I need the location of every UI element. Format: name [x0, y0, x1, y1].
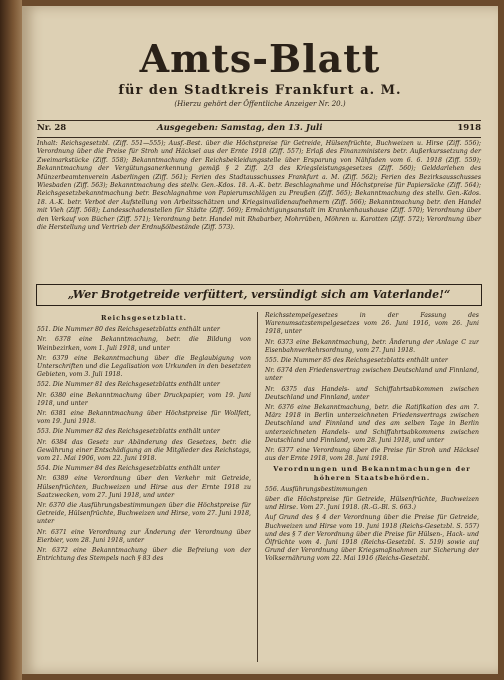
masthead-subtitle: für den Stadtkreis Frankfurt a. M. — [118, 83, 402, 98]
paragraph: 553. Die Nummer 82 des Reichsgesetzblatts enthält unter — [37, 428, 220, 436]
issue-year: 1918 — [457, 123, 481, 133]
paragraph: Nr. 6381 eine Bekanntmachung über Höchstpreise für Wollfett, vom 19. Juni 1918. — [37, 410, 251, 426]
paragraph: 556. Ausführungsbestimmungen — [265, 485, 368, 493]
paragraph: 551. Die Nummer 80 des Reichsgesetzblatts enthält unter — [37, 326, 220, 334]
paragraph: Nr. 6380 eine Bekanntmachung über Druckpapier, vom 19. Juni 1918, und unter — [37, 391, 251, 407]
slogan-box: „Wer Brotgetreide verfüttert, versündigt sich am Vaterlande!“ — [36, 284, 482, 306]
paragraph: Nr. 6370 die Ausführungsbestimmungen über die Höchstpreise für Getreide, Hülsenfrüchte, Buchweizen und Hirse, vom 27. Juni 1918, unter — [37, 502, 251, 526]
masthead-note: (Hierzu gehört der Öffentliche Anzeiger Nr. 20.) — [174, 100, 346, 108]
paragraph: 552. Die Nummer 81 des Reichsgesetzblatts enthält unter — [37, 381, 220, 389]
paragraph: über die Höchstpreise für Getreide, Hülsenfrüchte, Buchweizen und Hirse. Vom 27. Juni 1918. (R.-G.-Bl. S. 663.) — [265, 496, 479, 512]
issue-date: Ausgegeben: Samstag, den 13. Juli — [157, 123, 323, 133]
column-divider — [257, 312, 258, 662]
issue-line — [37, 120, 481, 138]
paragraph: Nr. 6372 eine Bekanntmachung über die Befreiung von der Entrichtung des Stempels nach § 83 des — [37, 547, 251, 563]
paragraph: Reichsstempelgesetzes in der Fassung des Warenumsatzstempelgesetzes vom 26. Juni 1916, vom 26. Juni 1918, unter — [265, 312, 479, 336]
section-heading: Verordnungen und Bekanntmachungen der höheren Staatsbehörden. — [273, 465, 471, 482]
book-spine — [0, 0, 22, 680]
right-column — [265, 312, 479, 668]
paragraph: Nr. 6373 eine Bekanntmachung, betr. Änderung der Anlage C zur Eisenbahnverkehrsordnung, vom 27. Juni 1918. — [265, 338, 479, 354]
paragraph: Nr. 6376 eine Bekanntmachung, betr. die Ratifikation des am 7. März 1918 in Berlin unterzeichneten Friedensvertrags zwischen Deutschland und Finnland und des am selben Tage in Berlin unterzeichneten Handels- und Schiffahrtsabkommens zwischen Deutschland und Finnland, vom 28. Juni 1918, und unter — [265, 404, 479, 444]
paragraph: 554. Die Nummer 84 des Reichsgesetzblatts enthält unter — [37, 465, 220, 473]
paragraph: Nr. 6379 eine Bekanntmachung über die Beglaubigung von Unterschriften und die Legalisation von Urkunden in den besetzten Gebieten, vom 3. Juli 1918. — [37, 354, 251, 379]
paragraph: 555. Die Nummer 85 des Reichsgesetzblatts enthält unter — [265, 357, 448, 365]
paragraph: Nr. 6389 eine Verordnung über den Verkehr mit Getreide, Hülsenfrüchten, Buchweizen und Hirse aus der Ernte 1918 zu Saatzwecken, vom 27. Juni 1918, und unter — [37, 475, 251, 499]
masthead-title: Amts-Blatt — [139, 36, 381, 81]
table-of-contents: Inhalt: Reichsgesetzbl. (Ziff. 551—555); Ausf.-Best. über die Höchstpreise für Getreide, Hülsenfrüchte, Buchweizen u. Hirse (Ziff. 556); Verordnung über die Preise für Stroh und Häcksel aus der Ernte 1918 (Ziff. 557); Erlaß des Finanzministers betr. Außerkurssetzung der Zweimarkstücke (Ziff. 558); Bekanntmachung der Reichsbekleidungsstelle über Ersparung von Nähfaden vom 6. 6. 1918 (Ziff. 559); Bekanntmachung der Vergütungsanerkennung gemäß § 2 Ziff. 2/3 des Kriegsleistungsgesetzes (Ziff. 560); Gelddarlehen des Münzerbeamtenverein Asberlingen (Ziff. 561); Ferien des Stadtausschusses Frankfurt a. M. (Ziff. 562); Ferien des Bezirksausschusses Wiesbaden (Ziff. 563); Bekanntmachung des stellv. Gen.-Kdos. 18. A.-K. betr. Beschlagnahme und Höchstpreise für Papiersäcke (Ziff. 564); Reichsgesetzbekanntmachung betr. Beschlagnahme von Papierumschlägen zu Preußen (Ziff. 565); Bekanntmachung des stellv. Gen.-Kdos. 18. A.-K. betr. Verbot der Aufstellung von Arbeitsschätzen und Kriegsinvalidenaufnehmern (Ziff. 566); Bekanntmachung betr. den Handel mit Vieh (Ziff. 568); Landesschadenstellen für Städte (Ziff. 569); Ermächtigungsanstalt im Krankenhaushause (Ziff. 570); Verordnung über den Verkauf von Bücher (Ziff. 571); Verordnung betr. Handel mit Rhabarber, Mohrrüben, Möhren u. Karotten (Ziff. 572); Verordnung über die Herstellung und Vertrieb der Erdnußölbestände (Ziff. 573). — [37, 140, 481, 232]
paragraph: Nr. 6371 eine Verordnung zur Änderung der Verordnung über Eierbier, vom 28. Juni 1918, unter — [37, 528, 251, 544]
paragraph: Auf Grund des § 4 der Verordnung über die Preise für Getreide, Buchweizen und Hirse vom 19. Juni 1918 (Reichs-Gesetzbl. S. 557) und des § 7 der Verordnung über die Preise für Hülsen-, Hack- und Ölfrüchte vom 4. Juni 1918 (Reichs-Gesetzbl. S. 519) sowie auf Grund der Verordnung über Kriegsmaßnahmen zur Sicherung der Volksernährung vom 22. Mai 1916 (Reichs-Gesetzbl. — [265, 514, 479, 563]
paragraph: Nr. 6375 das Handels- und Schiffahrtsabkommen zwischen Deutschland und Finnland, unter — [265, 385, 479, 401]
document-page — [22, 6, 498, 674]
paragraph: Nr. 6378 eine Bekanntmachung, betr. die Bildung von Weinbezirken, vom 1. Juli 1918, und unter — [37, 336, 251, 352]
paragraph: Nr. 6384 das Gesetz zur Abänderung des Gesetzes, betr. die Gewährung einer Entschädigung an die Mitglieder des Reichstags, vom 21. Mai 1906, vom 22. Juni 1918. — [37, 438, 251, 463]
masthead — [22, 36, 498, 108]
section-heading: Reichsgesetzblatt. — [101, 314, 187, 322]
paragraph: Nr. 6374 den Friedensvertrag zwischen Deutschland und Finnland, unter — [265, 367, 479, 383]
issue-number: Nr. 28 — [37, 123, 67, 133]
paragraph: Nr. 6377 eine Verordnung über die Preise für Stroh und Häcksel aus der Ernte 1918, vom 28. Juni 1918. — [265, 447, 479, 463]
body-columns — [37, 312, 481, 668]
left-column — [37, 312, 251, 668]
